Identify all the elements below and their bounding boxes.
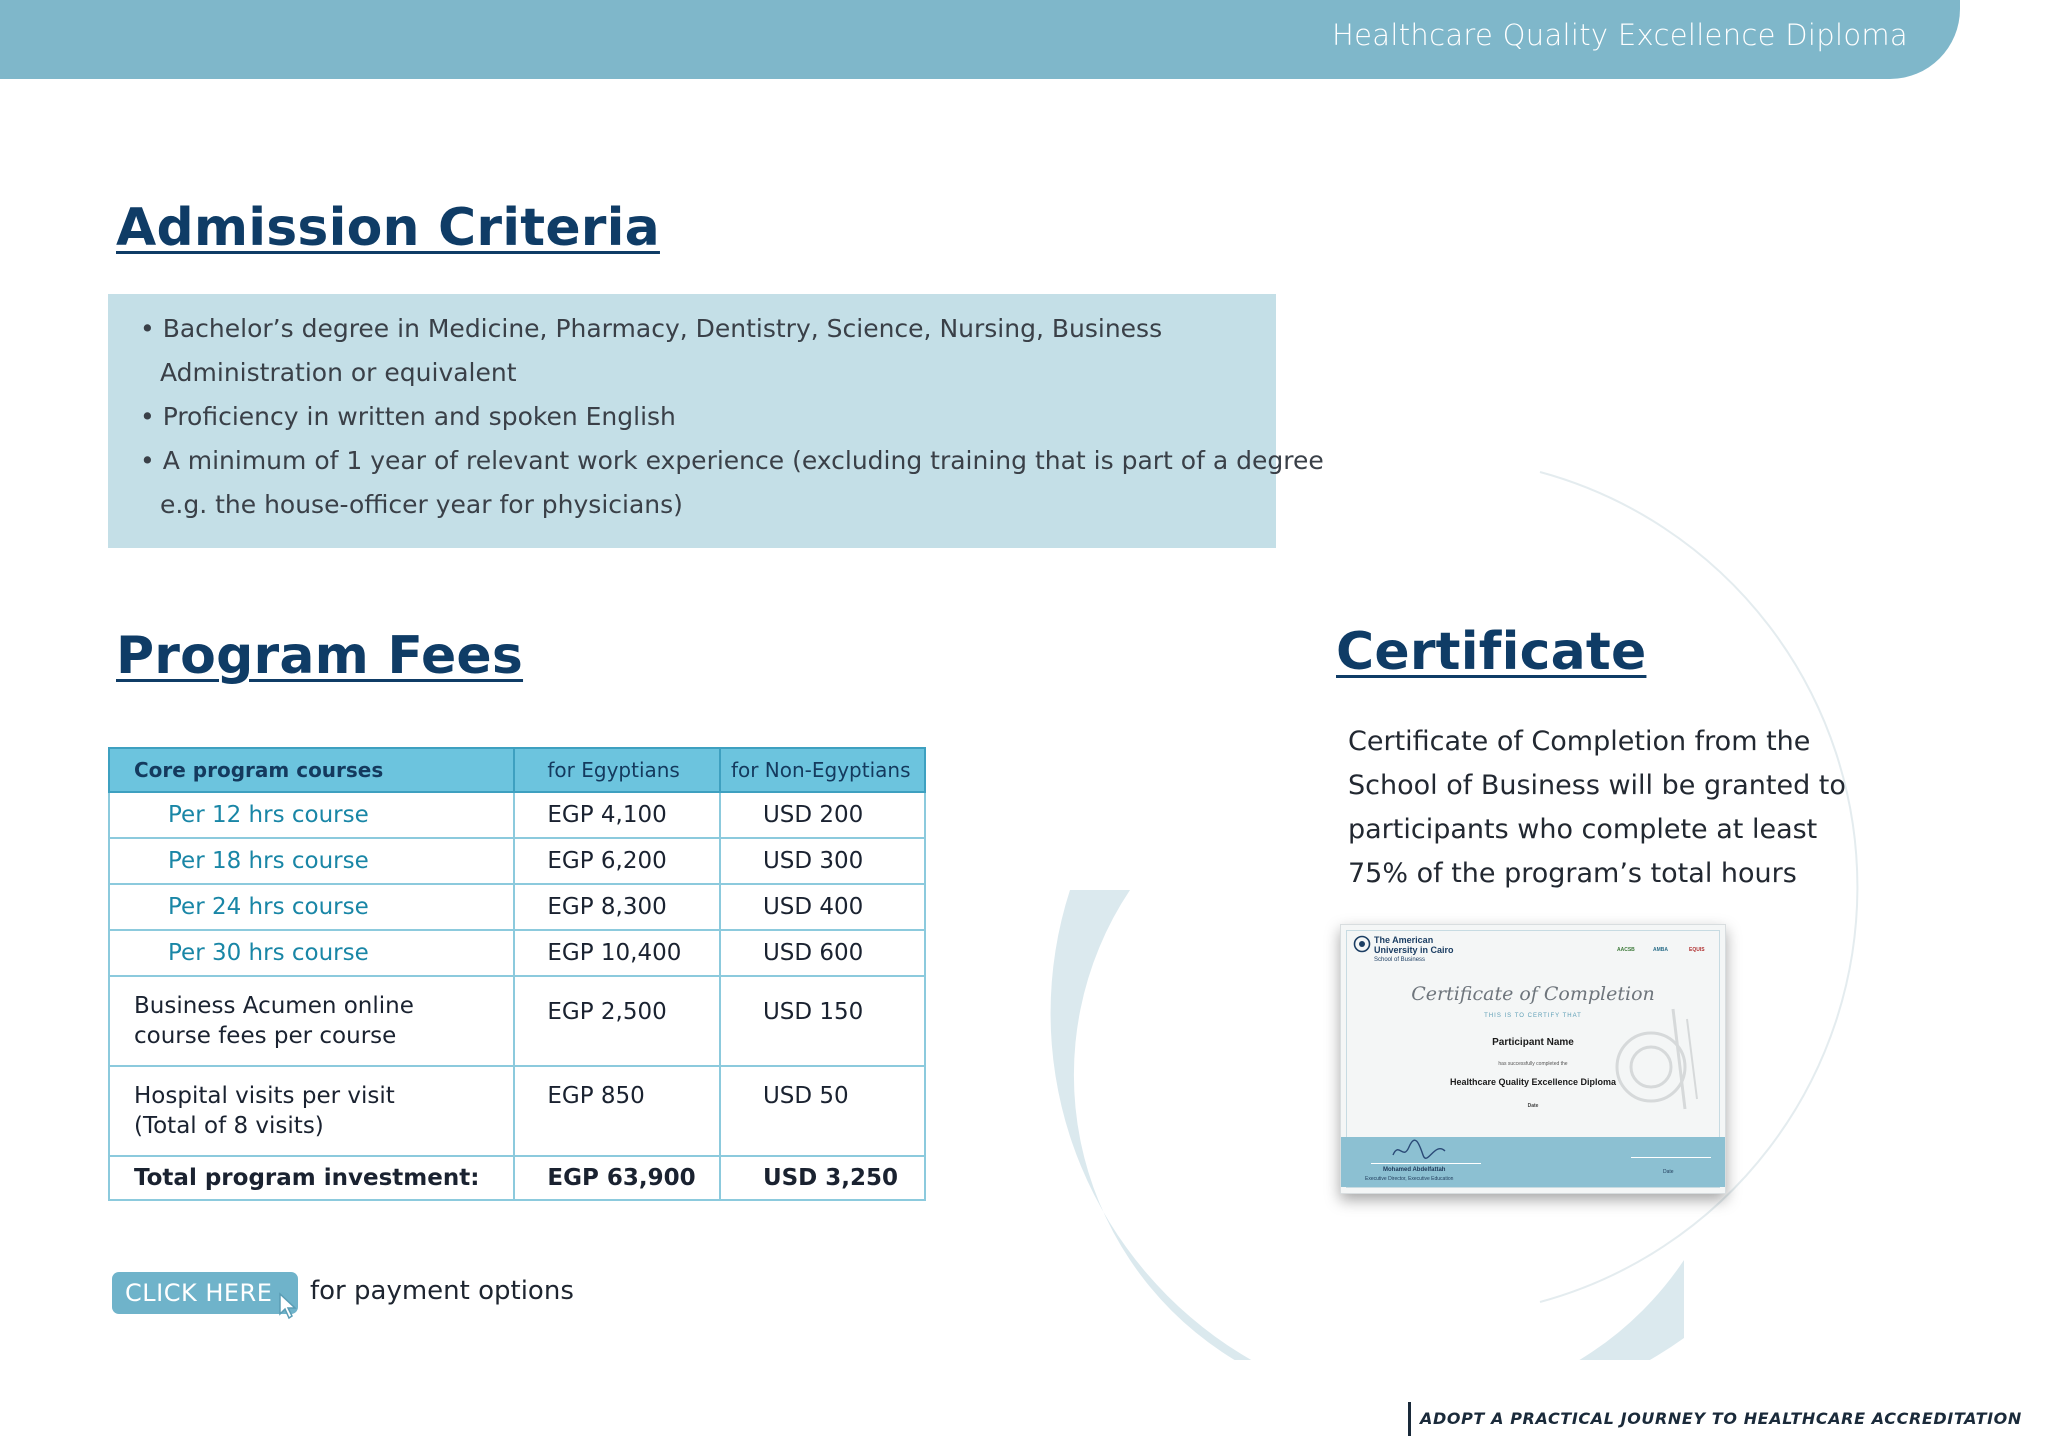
cert-certify: THIS IS TO CERTIFY THAT <box>1484 1013 1582 1019</box>
auc-logo-icon <box>1353 935 1371 953</box>
footer-divider <box>1408 1402 1411 1436</box>
row-label: Per 12 hrs course <box>109 792 514 838</box>
fees-table <box>108 747 926 1201</box>
row-label-line: course fees per course <box>134 1023 397 1049</box>
table-row <box>109 930 925 976</box>
row-egp: EGP 6,200 <box>514 838 720 884</box>
footer-tagline: ADOPT A PRACTICAL JOURNEY TO HEALTHCARE ACCREDITATION <box>1420 1409 2022 1428</box>
criteria-line: • A minimum of 1 year of relevant work experience (excluding training that is part of a degree <box>140 446 1324 475</box>
click-here-label: CLICK HERE <box>125 1279 273 1307</box>
signature-line <box>1371 1163 1481 1164</box>
cert-desc-line: School of Business will be granted to <box>1348 770 1846 801</box>
certificate-preview <box>1340 924 1726 1194</box>
signature-icon <box>1389 1137 1449 1163</box>
row-label: Per 30 hrs course <box>109 930 514 976</box>
criteria-line: • Bachelor’s degree in Medicine, Pharmacy, Dentistry, Science, Nursing, Business <box>140 314 1163 343</box>
row-label-line: (Total of 8 visits) <box>134 1113 324 1139</box>
org-school: School of Business <box>1374 957 1426 963</box>
fees-title: Program Fees <box>116 626 524 686</box>
header-title: Healthcare Quality Excellence Diploma <box>1332 18 1908 52</box>
cert-date: Date <box>1527 1103 1539 1109</box>
cert-signer: Mohamed Abdelfattah <box>1383 1167 1446 1173</box>
admission-title: Admission Criteria <box>116 198 660 258</box>
row-usd: USD 200 <box>720 792 925 838</box>
table-row <box>109 1066 925 1156</box>
row-usd: USD 600 <box>720 930 925 976</box>
cert-participant: Participant Name <box>1492 1037 1574 1048</box>
cert-heading: Certificate of Completion <box>1411 983 1655 1005</box>
certificate-title: Certificate <box>1336 622 1647 682</box>
row-label <box>109 1066 514 1156</box>
table-row <box>109 792 925 838</box>
row-label-line: Hospital visits per visit <box>134 1083 395 1109</box>
criteria-line: • Proficiency in written and spoken English <box>140 402 676 431</box>
decorative-arc <box>1040 460 1980 1360</box>
table-row <box>109 838 925 884</box>
cert-completed: has successfully completed the <box>1498 1061 1568 1067</box>
table-row <box>109 976 925 1066</box>
total-label: Total program investment: <box>109 1156 514 1200</box>
payment-note: for payment options <box>310 1276 574 1306</box>
row-usd: USD 300 <box>720 838 925 884</box>
row-label: Per 18 hrs course <box>109 838 514 884</box>
row-usd: USD 50 <box>720 1066 925 1156</box>
click-here-button[interactable] <box>112 1272 298 1314</box>
row-label-line: Business Acumen online <box>134 993 414 1019</box>
row-egp: EGP 2,500 <box>514 976 720 1066</box>
total-egp: EGP 63,900 <box>514 1156 720 1200</box>
table-header-row <box>109 748 925 792</box>
row-egp: EGP 850 <box>514 1066 720 1156</box>
row-egp: EGP 8,300 <box>514 884 720 930</box>
org-name <box>1374 935 1454 955</box>
org-line: University in Cairo <box>1374 945 1454 955</box>
total-usd: USD 3,250 <box>720 1156 925 1200</box>
date-line <box>1631 1157 1711 1158</box>
cert-desc-line: 75% of the program’s total hours <box>1348 858 1797 889</box>
badge-equis: EQUIS <box>1689 947 1705 953</box>
cert-program: Healthcare Quality Excellence Diploma <box>1449 1077 1617 1087</box>
cert-desc-line: Certificate of Completion from the <box>1348 726 1811 757</box>
header-egyptians: for Egyptians <box>514 748 720 792</box>
org-line: The American <box>1374 935 1434 945</box>
cert-desc-line: participants who complete at least <box>1348 814 1818 845</box>
row-egp: EGP 4,100 <box>514 792 720 838</box>
header-core-courses: Core program courses <box>109 748 514 792</box>
badge-amba: AMBA <box>1653 947 1668 953</box>
cert-date-label: Date <box>1663 1169 1674 1175</box>
row-usd: USD 400 <box>720 884 925 930</box>
row-egp: EGP 10,400 <box>514 930 720 976</box>
row-usd: USD 150 <box>720 976 925 1066</box>
criteria-line: Administration or equivalent <box>160 358 517 387</box>
row-label: Per 24 hrs course <box>109 884 514 930</box>
cursor-icon <box>278 1292 300 1320</box>
badge-aacsb: AACSB <box>1617 947 1635 953</box>
row-label <box>109 976 514 1066</box>
cert-signer-title: Executive Director, Executive Education <box>1365 1176 1454 1182</box>
header-non-egyptians: for Non-Egyptians <box>720 748 925 792</box>
criteria-box <box>108 294 1324 548</box>
table-row <box>109 884 925 930</box>
table-total-row <box>109 1156 925 1200</box>
criteria-line: e.g. the house-officer year for physicians) <box>160 490 683 519</box>
